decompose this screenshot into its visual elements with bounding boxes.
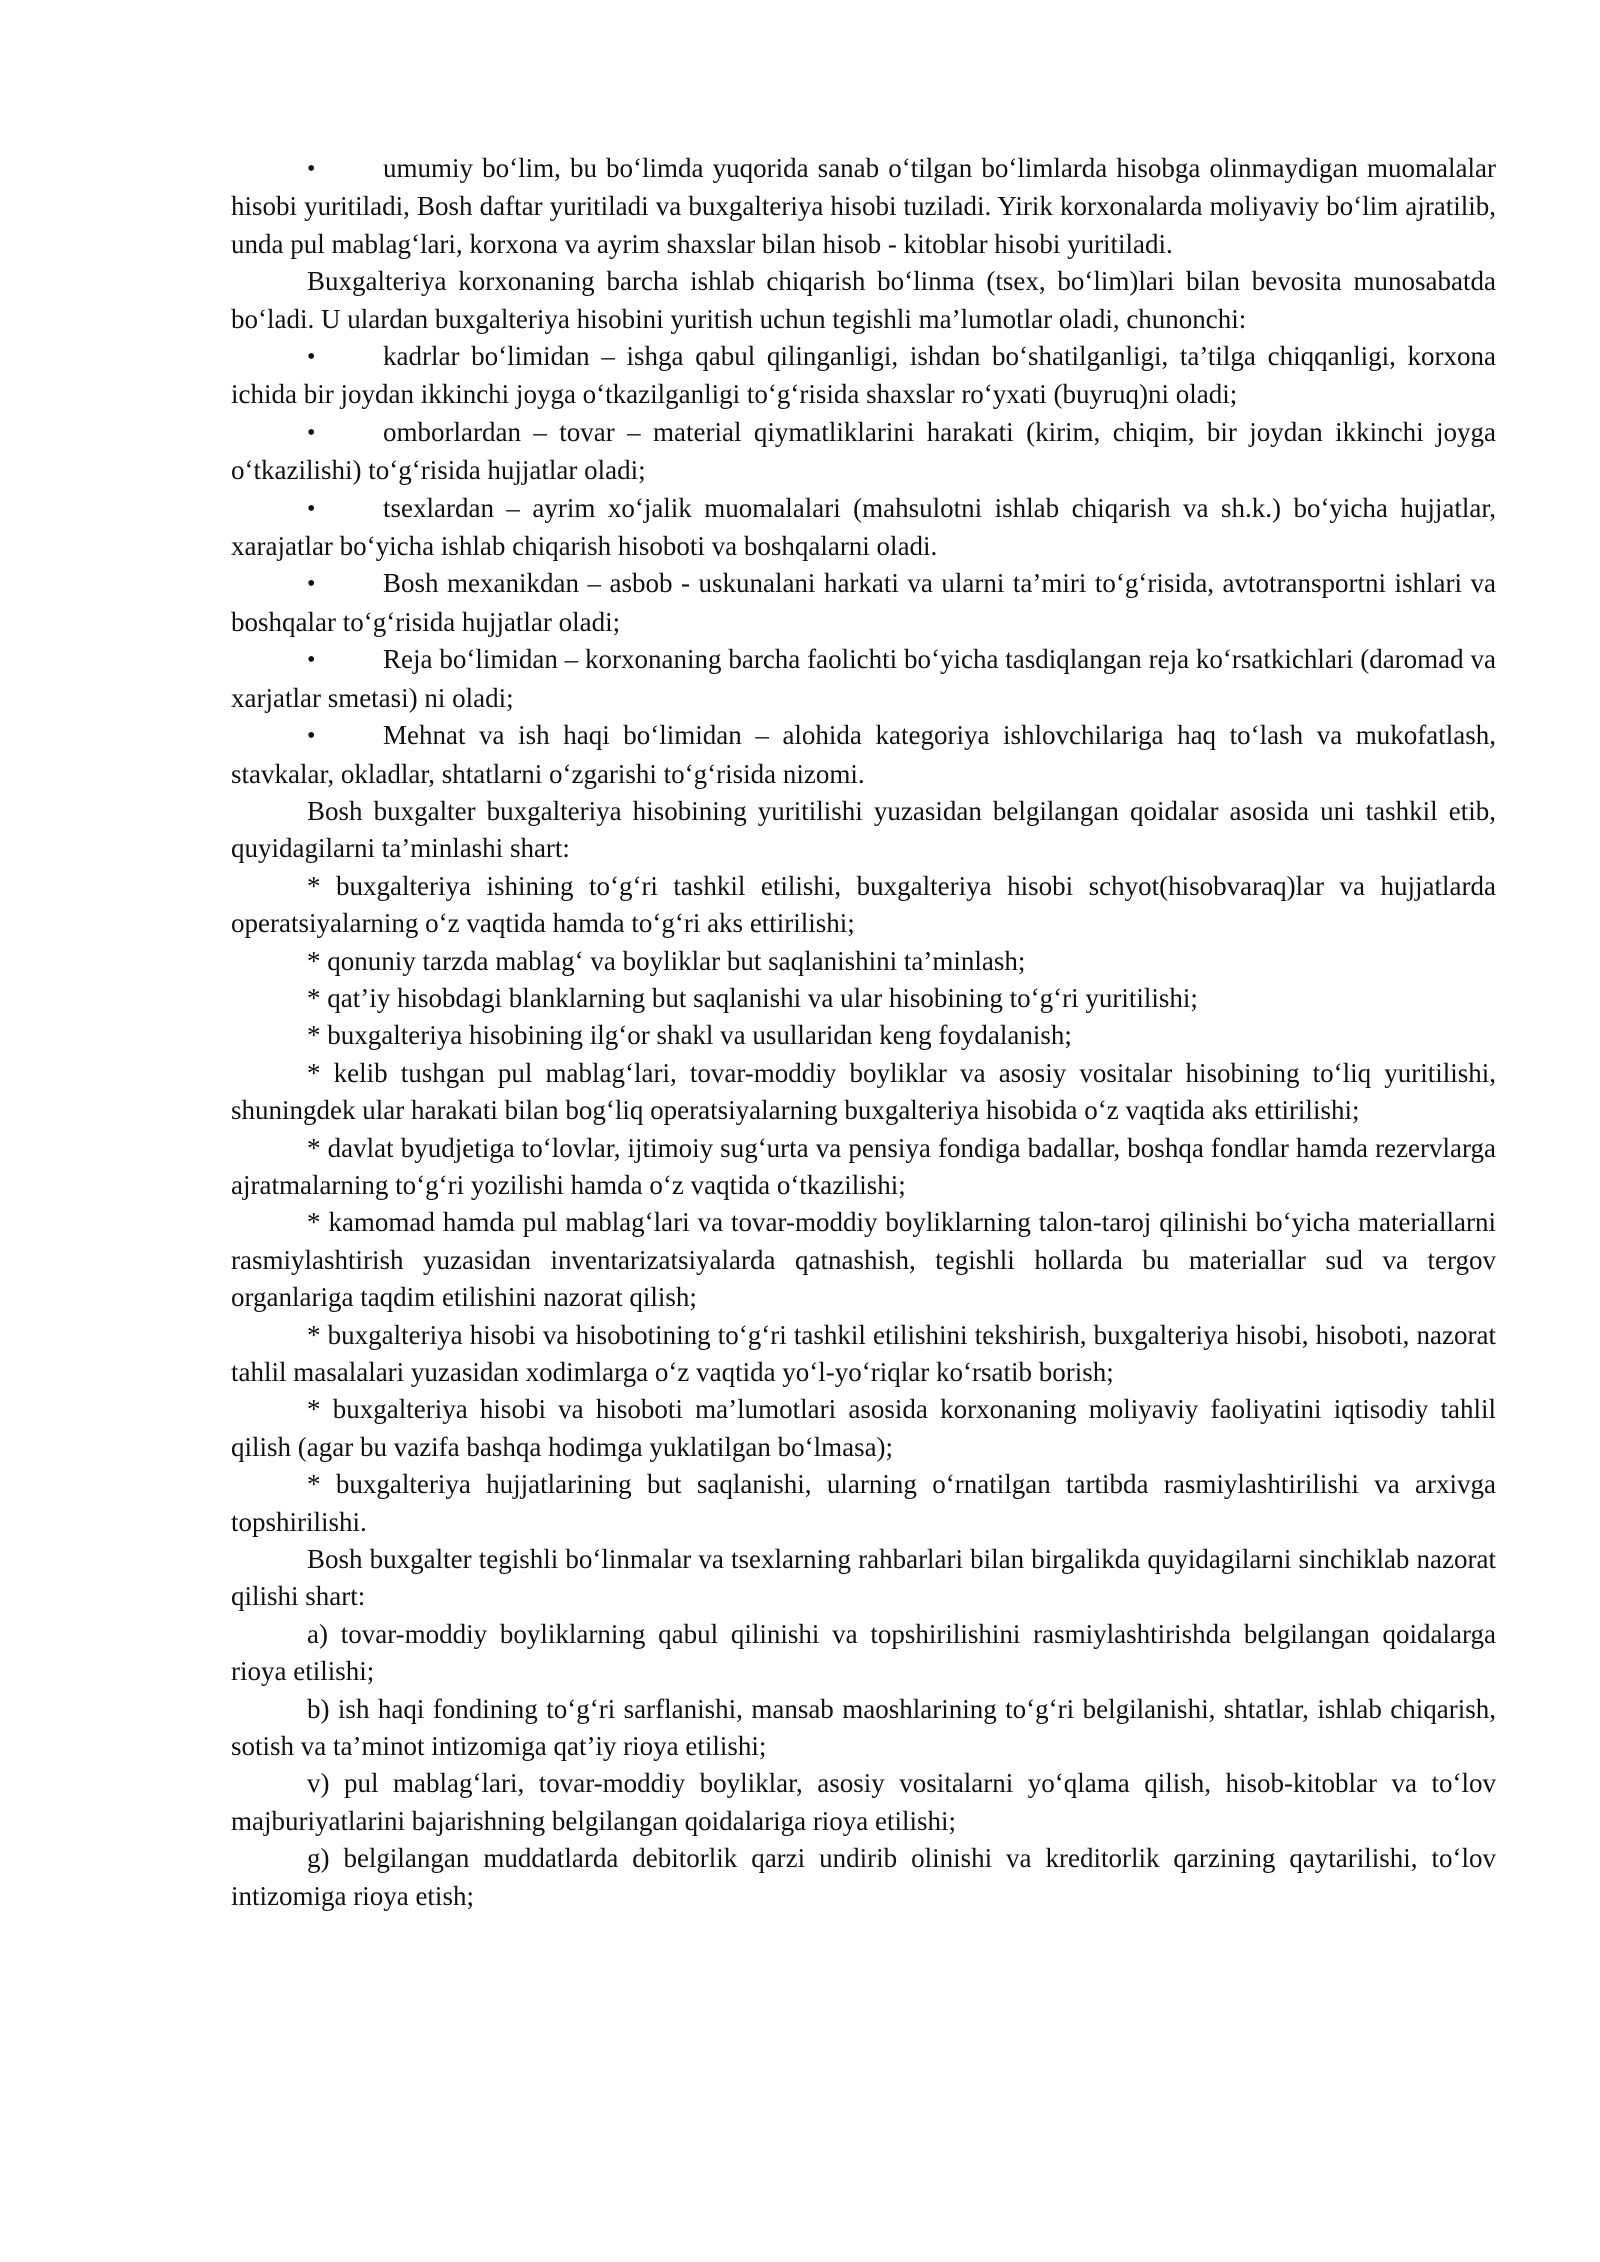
paragraph-text: Mehnat va ish haqi bo‘limidan – alohida kategoriya ishlovchilariga haq to‘lash va mukofatlash, stavkalar, okladlar, shtatlarni o‘zgarishi to‘g‘risida nizomi. (231, 720, 1496, 789)
paragraph: * davlat byudjetiga to‘lovlar, ijtimoiy sug‘urta va pensiya fondiga badallar, boshqa fondlar hamda rezervlarga ajratmalarning to‘g‘ri yozilishi hamda o‘z vaqtida o‘tkazilishi; (231, 1132, 1496, 1200)
bullet-icon: • (307, 571, 316, 598)
document-body (231, 150, 1496, 1915)
bullet-paragraph (231, 338, 1496, 414)
paragraph: Bosh buxgalter tegishli bo‘linmalar va tsexlarning rahbarlari bilan birgalikda quyidagilarni sinchiklab nazorat qilishi shart: (231, 1544, 1496, 1612)
paragraph-text: tsexlardan – ayrim xo‘jalik muomalalari (mahsulotni ishlab chiqarish va sh.k.) bo‘yicha hujjatlar, xarajatlar bo‘yicha ishlab chiqarish hisoboti va boshqalarni oladi. (231, 492, 1496, 562)
paragraph: v) pul mablag‘lari, tovar-moddiy boyliklar, asosiy vositalarni yo‘qlama qilish, hisob-kitoblar va to‘lov majburiyatlarini bajarishning belgilangan qoidalariga rioya etilishi; (231, 1768, 1496, 1836)
paragraph: * qat’iy hisobdagi blanklarning but saqlanishi va ular hisobining to‘g‘ri yuritilishi; (307, 982, 1198, 1013)
paragraph-text: Reja bo‘limidan – korxonaning barcha faolichti bo‘yicha tasdiqlangan reja ko‘rsatkichlari (daromad va xarjatlar smetasi) ni oladi; (231, 644, 1496, 713)
bullet-icon: • (307, 723, 316, 750)
bullet-paragraph (231, 717, 1496, 793)
bullet-icon: • (307, 156, 316, 182)
paragraph: b) ish haqi fondining to‘g‘ri sarflanishi, mansab maoshlarining to‘g‘ri belgilanishi, shtatlar, ishlab chiqarish, sotish va ta’minot intizomiga qat’iy rioya etilishi; (231, 1693, 1496, 1762)
paragraph: Buxgalteriya korxonaning barcha ishlab chiqarish bo‘linma (tsex, bo‘lim)lari bilan bevosita munosabatda bo‘ladi. U ulardan buxgalteriya hisobini yuritish uchun tegishli ma’lumotlar oladi, chunonchi: (231, 266, 1496, 334)
paragraph: * buxgalteriya hisobi va hisobotining to‘g‘ri tashkil etilishini tekshirish, buxgalteriya hisobi, hisoboti, nazorat tahlil masalalari yuzasidan xodimlarga o‘z vaqtida yo‘l-yo‘riqlar ko‘rsatib borish; (231, 1319, 1496, 1387)
bullet-icon: • (307, 495, 316, 522)
bullet-icon: • (307, 344, 316, 371)
paragraph: * buxgalteriya ishining to‘g‘ri tashkil etilishi, buxgalteriya hisobi schyot(hisobvaraq)lar va hujjatlarda operatsiyalarning o‘z vaqtida hamda to‘g‘ri aks ettirilishi; (231, 870, 1496, 939)
paragraph: * buxgalteriya hisobining ilg‘or shakl va usullaridan keng foydalanish; (307, 1020, 1072, 1051)
paragraph: * buxgalteriya hujjatlarining but saqlanishi, ularning o‘rnatilgan tartibda rasmiylashtirilishi va arxivga topshirilishi. (231, 1469, 1496, 1537)
bullet-icon: • (307, 419, 316, 446)
paragraph-text: kadrlar bo‘limidan – ishga qabul qilinganligi, ishdan bo‘shatilganligi, ta’tilga chiqqanligi, korxona ichida bir joydan ikkinchi joyga o‘tkazilganligi to‘g‘risida shaxslar ro‘yxati (buyruq)ni oladi; (231, 341, 1496, 410)
paragraph: * buxgalteriya hisobi va hisoboti ma’lumotlari asosida korxonaning moliyaviy faoliyatini iqtisodiy tahlil qilish (agar bu vazifa bashqa hodimga yuklatilgan bo‘lmasa); (231, 1394, 1496, 1462)
paragraph: * qonuniy tarzda mablag‘ va boyliklar but saqlanishini ta’minlash; (307, 945, 1026, 976)
paragraph-text: Bosh mexanikdan – asbob - uskunalani harkati va ularni ta’miri to‘g‘risida, avtotransportni ishlari va boshqalar to‘g‘risida hujjatlar oladi; (231, 568, 1496, 637)
paragraph: g) belgilangan muddatlarda debitorlik qarzi undirib olinishi va kreditorlik qarzining qaytarilishi, to‘lov intizomiga rioya etish; (231, 1843, 1496, 1911)
paragraph-text: umumiy bo‘lim, bu bo‘limda yuqorida sanab o‘tilgan bo‘limlarda hisobga olinmaydigan muomalalar hisobi yuritiladi, Bosh daftar yuritiladi va buxgalteriya hisobi tuziladi. Yirik korxonalarda moliyaviy bo‘lim ajratilib, unda pul mablag‘lari, korxona va ayrim shaxslar bilan hisob - kitoblar hisobi yuritiladi. (231, 153, 1496, 259)
paragraph-text: omborlardan – tovar – material qiymatliklarini harakati (kirim, chiqim, bir joydan ikkinchi joyga o‘tkazilishi) to‘g‘risida hujjatlar oladi; (231, 416, 1496, 486)
bullet-paragraph (231, 150, 1496, 263)
bullet-paragraph (231, 565, 1496, 641)
bullet-icon: • (307, 647, 316, 674)
paragraph: * kamomad hamda pul mablag‘lari va tovar-moddiy boyliklarning talon-taroj qilinishi bo‘yicha materiallarni rasmiylashtirish yuzasidan inventarizatsiyalarda qatnashish, tegishli hollarda bu materiallar sud va tergov organlariga taqdim etilishini nazorat qilish; (231, 1207, 1496, 1313)
paragraph: Bosh buxgalter buxgalteriya hisobining yuritilishi yuzasidan belgilangan qoidalar asosida uni tashkil etib, quyidagilarni ta’minlashi shart: (231, 795, 1496, 864)
paragraph: a) tovar-moddiy boyliklarning qabul qilinishi va topshirilishini rasmiylashtirishda belgilangan qoidalarga rioya etilishi; (231, 1618, 1496, 1687)
bullet-paragraph (231, 641, 1496, 717)
bullet-paragraph (231, 414, 1496, 490)
bullet-paragraph (231, 490, 1496, 566)
paragraph: * kelib tushgan pul mablag‘lari, tovar-moddiy boyliklar va asosiy vositalar hisobining to‘liq yuritilishi, shuningdek ular harakati bilan bog‘liq operatsiyalarning buxgalteriya hisobida o‘z vaqtida aks ettirilishi; (231, 1057, 1496, 1126)
